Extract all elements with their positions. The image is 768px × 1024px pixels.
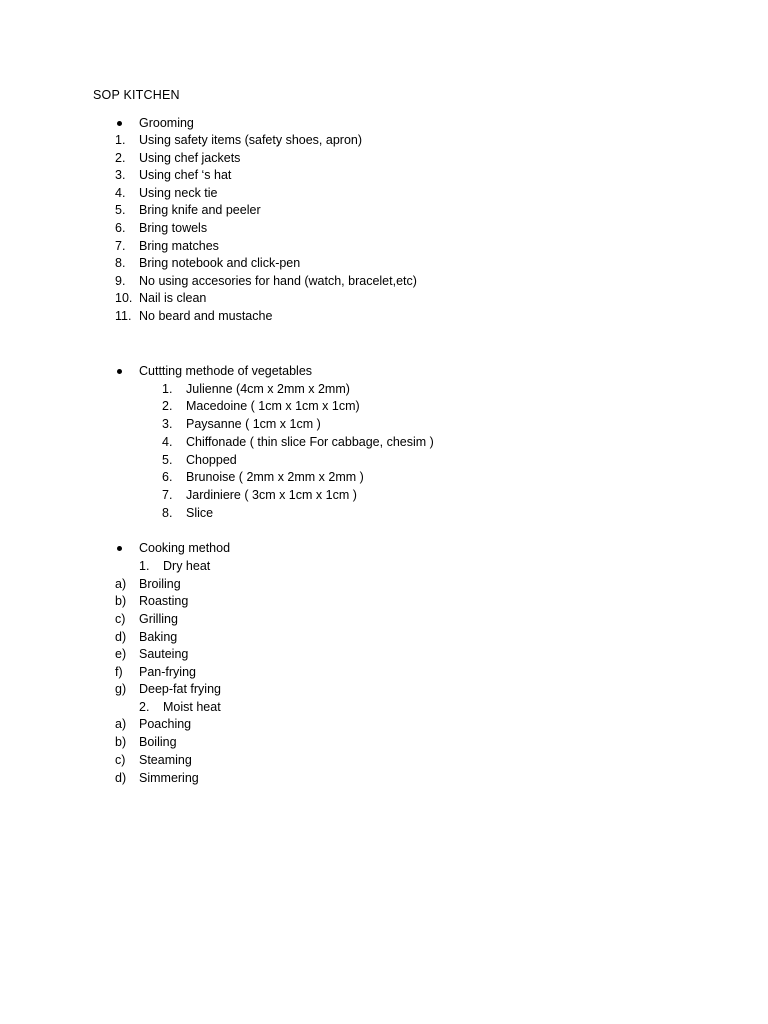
list-item [115, 770, 415, 787]
list-marker: 4. [115, 186, 126, 200]
list-item [162, 434, 562, 451]
list-marker: b) [115, 735, 127, 749]
list-item-text: Deep-fat frying [139, 682, 221, 696]
list-item [115, 132, 515, 149]
list-marker: 6. [115, 221, 126, 235]
list-item-text: Sauteing [139, 647, 189, 661]
list-item-text: Paysanne ( 1cm x 1cm ) [186, 417, 321, 431]
list-item [115, 716, 415, 733]
list-marker: g) [115, 682, 127, 696]
list-item [115, 646, 415, 663]
list-marker: e) [115, 647, 127, 661]
list-item [115, 167, 515, 184]
list-item [162, 487, 562, 504]
list-item-text: Using safety items (safety shoes, apron) [139, 133, 363, 147]
list-item [115, 255, 515, 272]
list-item-text: No beard and mustache [139, 309, 273, 323]
list-marker: 1. [162, 382, 173, 396]
list-item [115, 752, 415, 769]
list-marker: 2. [162, 399, 173, 413]
list-item [115, 611, 415, 628]
list-item-text: Broiling [139, 577, 181, 591]
subgroup-label: Moist heat [163, 700, 221, 714]
list-item-text: Chiffonade ( thin slice For cabbage, chesim ) [186, 435, 434, 449]
list-item [115, 576, 415, 593]
list-marker: 2. [115, 151, 126, 165]
list-marker: 3. [115, 168, 126, 182]
list-item-text: Slice [186, 506, 214, 520]
list-item-text: Jardiniere ( 3cm x 1cm x 1cm ) [186, 488, 357, 502]
list-item-text: Grilling [139, 612, 178, 626]
list-item [115, 593, 415, 610]
list-marker: 5. [115, 203, 126, 217]
list-marker: 4. [162, 435, 173, 449]
list-item-text: Roasting [139, 594, 189, 608]
list-item [115, 185, 515, 202]
list-item-text: Simmering [139, 771, 199, 785]
list-item [162, 381, 562, 398]
list-marker: 11. [115, 309, 132, 323]
list-marker: 1. [139, 559, 150, 573]
subgroup-heading-moist-heat [139, 699, 439, 716]
bullet-icon [117, 546, 122, 551]
list-marker: c) [115, 612, 126, 626]
list-marker: 3. [162, 417, 173, 431]
list-item [162, 398, 562, 415]
list-marker: 9. [115, 274, 126, 288]
list-item-text: Using chef ‘s hat [139, 168, 232, 182]
list-item-text: Bring knife and peeler [139, 203, 261, 217]
document-title: SOP KITCHEN [93, 88, 180, 102]
list-item [115, 308, 515, 325]
list-item-text: Pan-frying [139, 665, 196, 679]
list-item [115, 734, 415, 751]
list-item [115, 629, 415, 646]
list-item-text: Steaming [139, 753, 192, 767]
list-marker: 7. [115, 239, 126, 253]
list-item-text: No using accesories for hand (watch, bracelet,etc) [139, 274, 417, 288]
list-marker: a) [115, 577, 127, 591]
subgroup-label: Dry heat [163, 559, 211, 573]
section-heading-label: Cuttting methode of vegetables [139, 364, 313, 378]
list-item-text: Using chef jackets [139, 151, 241, 165]
list-marker: 6. [162, 470, 173, 484]
list-item [162, 452, 562, 469]
section-heading-cutting [115, 363, 515, 380]
list-marker: 10. [115, 291, 133, 305]
list-item-text: Poaching [139, 717, 192, 731]
list-item [115, 664, 415, 681]
list-marker: b) [115, 594, 127, 608]
list-item [115, 290, 515, 307]
list-item [162, 505, 562, 522]
section-heading-cooking [115, 540, 515, 557]
list-marker: 5. [162, 453, 173, 467]
section-heading-label: Cooking method [139, 541, 231, 555]
list-item [115, 273, 535, 290]
list-item [115, 150, 515, 167]
list-item [115, 220, 515, 237]
list-item-text: Bring towels [139, 221, 208, 235]
list-item-text: Baking [139, 630, 178, 644]
list-item-text: Chopped [186, 453, 237, 467]
section-heading-grooming [115, 115, 515, 132]
list-item [115, 681, 415, 698]
list-item [162, 469, 562, 486]
bullet-icon [117, 369, 122, 374]
list-item-text: Macedoine ( 1cm x 1cm x 1cm) [186, 399, 360, 413]
list-marker: c) [115, 753, 126, 767]
list-item-text: Nail is clean [139, 291, 207, 305]
list-marker: 1. [115, 133, 126, 147]
list-item-text: Boiling [139, 735, 177, 749]
list-item [162, 416, 562, 433]
list-marker: a) [115, 717, 127, 731]
list-item-text: Brunoise ( 2mm x 2mm x 2mm ) [186, 470, 364, 484]
list-marker: 7. [162, 488, 173, 502]
list-marker: 8. [162, 506, 173, 520]
section-heading-label: Grooming [139, 116, 194, 130]
list-marker: d) [115, 771, 127, 785]
list-marker: f) [115, 665, 123, 679]
subgroup-heading-dry-heat [139, 558, 439, 575]
list-marker: 2. [139, 700, 150, 714]
list-item-text: Using neck tie [139, 186, 218, 200]
list-marker: 8. [115, 256, 126, 270]
list-item [115, 238, 515, 255]
list-item-text: Julienne (4cm x 2mm x 2mm) [186, 382, 350, 396]
bullet-icon [117, 121, 122, 126]
list-item-text: Bring matches [139, 239, 219, 253]
list-item [115, 202, 515, 219]
list-marker: d) [115, 630, 127, 644]
list-item-text: Bring notebook and click-pen [139, 256, 301, 270]
